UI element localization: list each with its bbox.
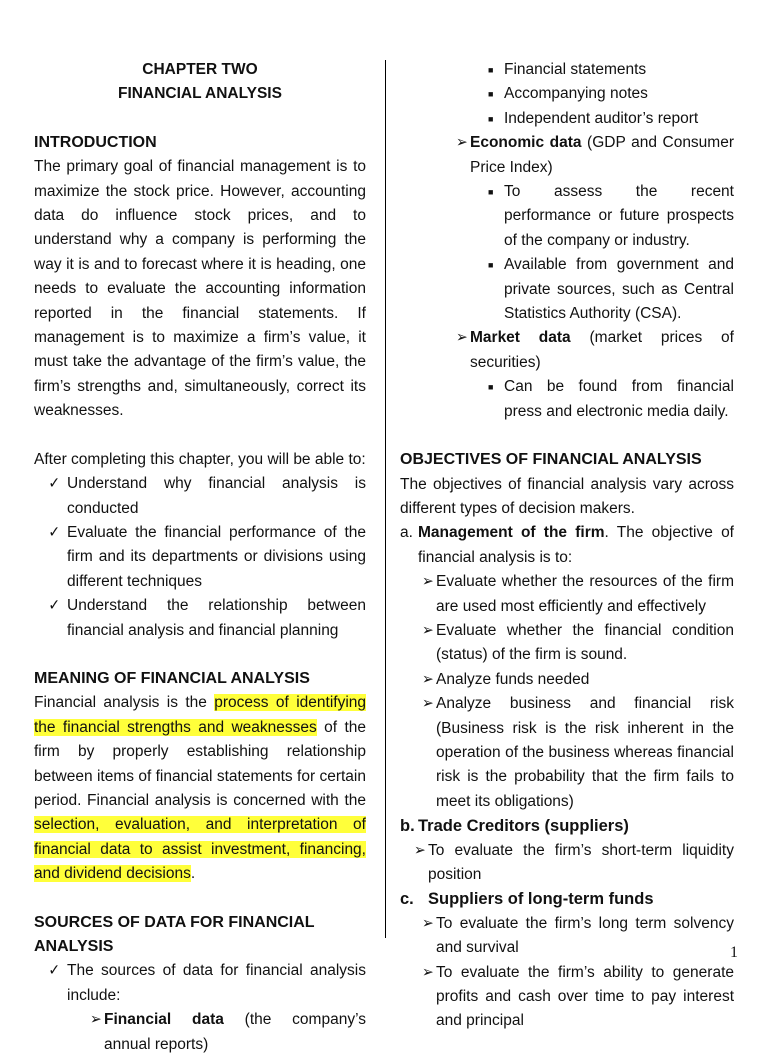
list-item: ➢ Market data (market prices of securities) [456,326,734,375]
list-item: ■ Financial statements [488,58,734,82]
meaning-heading: MEANING OF FINANCIAL ANALYSIS [34,669,310,687]
highlighted-text: selection, evaluation, and interpretation of financial data to assist investment, financing, and dividend decisions [34,816,366,883]
list-item: ➢ Evaluate whether the resources of the firm are used most efficiently and effectively [422,570,734,619]
section-b-heading: b. Trade Creditors (suppliers) [400,817,629,836]
arrow-bullet-icon: ➢ [422,621,434,639]
objectives-heading: OBJECTIVES OF FINANCIAL ANALYSIS [400,451,702,469]
arrow-bullet-icon: ➢ [414,841,426,859]
left-column [34,58,366,1057]
list-item: ➢ Evaluate whether the financial condition (status) of the firm is sound. [422,619,734,668]
chapter-label: CHAPTER TWO [142,61,258,78]
list-item: ■ Accompanying notes [488,82,734,106]
arrow-bullet-icon: ➢ [456,134,468,152]
square-bullet-icon: ■ [488,187,494,198]
checkmark-icon: ✓ [48,523,60,541]
list-item: ➢ Analyze funds needed [422,668,734,692]
arrow-bullet-icon: ➢ [90,1011,102,1029]
intro-paragraph: The primary goal of financial management is to maximize the stock price. However, accounting data do influence stock prices, and to understand why a company is performing the way it is and to forecast where it is heading, one needs to evaluate the accounting information reported in the financial statements. If management is to maximize a firm’s value, it must take the advantage of the firm’s value, the firm’s strengths and, simultaneously, correct its weaknesses. [34,158,366,420]
arrow-bullet-icon: ➢ [422,670,434,688]
list-item: ➢ Financial data (the company’s annual reports) [90,1008,366,1057]
list-item: ➢ To evaluate the firm’s long term solvency and survival [422,912,734,961]
list-item: ✓ Understand why financial analysis is conducted [40,472,366,521]
arrow-bullet-icon: ➢ [422,695,434,713]
list-item: ✓ Understand the relationship between financial analysis and financial planning [40,594,366,643]
square-bullet-icon: ■ [488,89,494,100]
checkmark-icon: ✓ [48,475,60,493]
page-number: 1 [730,944,738,961]
after-completing-text: After completing this chapter, you will be able to: [34,450,366,468]
list-item: ■ Available from government and private sources, such as Central Statistics Authority (CSA). [488,253,734,326]
highlighted-text: process of identifying the financial strengths and weaknesses [34,694,367,736]
checkmark-icon: ✓ [48,597,60,615]
list-item: ✓ The sources of data for financial analysis include: [40,959,366,1008]
arrow-bullet-icon: ➢ [422,963,434,981]
learning-objectives-list [34,472,366,643]
chapter-title: FINANCIAL ANALYSIS [118,85,282,103]
list-item: ■ To assess the recent performance or future prospects of the company or industry. [488,180,734,253]
column-divider [385,60,386,938]
right-column [400,58,734,1034]
list-item: ✓ Evaluate the financial performance of the firm and its departments or divisions using different techniques [40,521,366,594]
section-a-heading: a. Management of the firm. The objective of financial analysis is to: [400,524,734,566]
objectives-intro: The objectives of financial analysis vary across different types of decision makers. [400,475,734,517]
list-item: ■ Can be found from financial press and electronic media daily. [488,375,734,424]
arrow-bullet-icon: ➢ [456,329,468,347]
checkmark-icon: ✓ [48,962,60,980]
square-bullet-icon: ■ [488,382,494,393]
list-item: ➢ To evaluate the firm’s short-term liquidity position [414,839,734,888]
list-item: ➢ To evaluate the firm’s ability to generate profits and cash over time to pay interest and principal [422,961,734,1034]
list-item: ■ Independent auditor’s report [488,107,734,131]
square-bullet-icon: ■ [488,260,494,271]
section-c-heading: c. Suppliers of long-term funds [400,890,654,909]
list-item: ➢ Economic data (GDP and Consumer Price Index) [456,131,734,180]
list-item: ➢ Analyze business and financial risk (Business risk is the risk inherent in the operation of the business whereas financial risk is the probability that the firm fails to meet its obligations) [422,692,734,814]
meaning-paragraph: Financial analysis is the process of identifying the financial strengths and weaknesses of the firm by properly establishing relationship between items of financial statements for certain period. Financial analysis is concerned with the selection, evaluation, and interpretation of financial data to assist investment, financing, and dividend decisions. [34,694,367,883]
sources-heading: SOURCES OF DATA FOR FINANCIAL ANALYSIS [34,913,315,955]
intro-heading: INTRODUCTION [34,133,157,151]
square-bullet-icon: ■ [488,113,494,124]
square-bullet-icon: ■ [488,65,494,75]
arrow-bullet-icon: ➢ [422,914,434,932]
arrow-bullet-icon: ➢ [422,573,434,591]
